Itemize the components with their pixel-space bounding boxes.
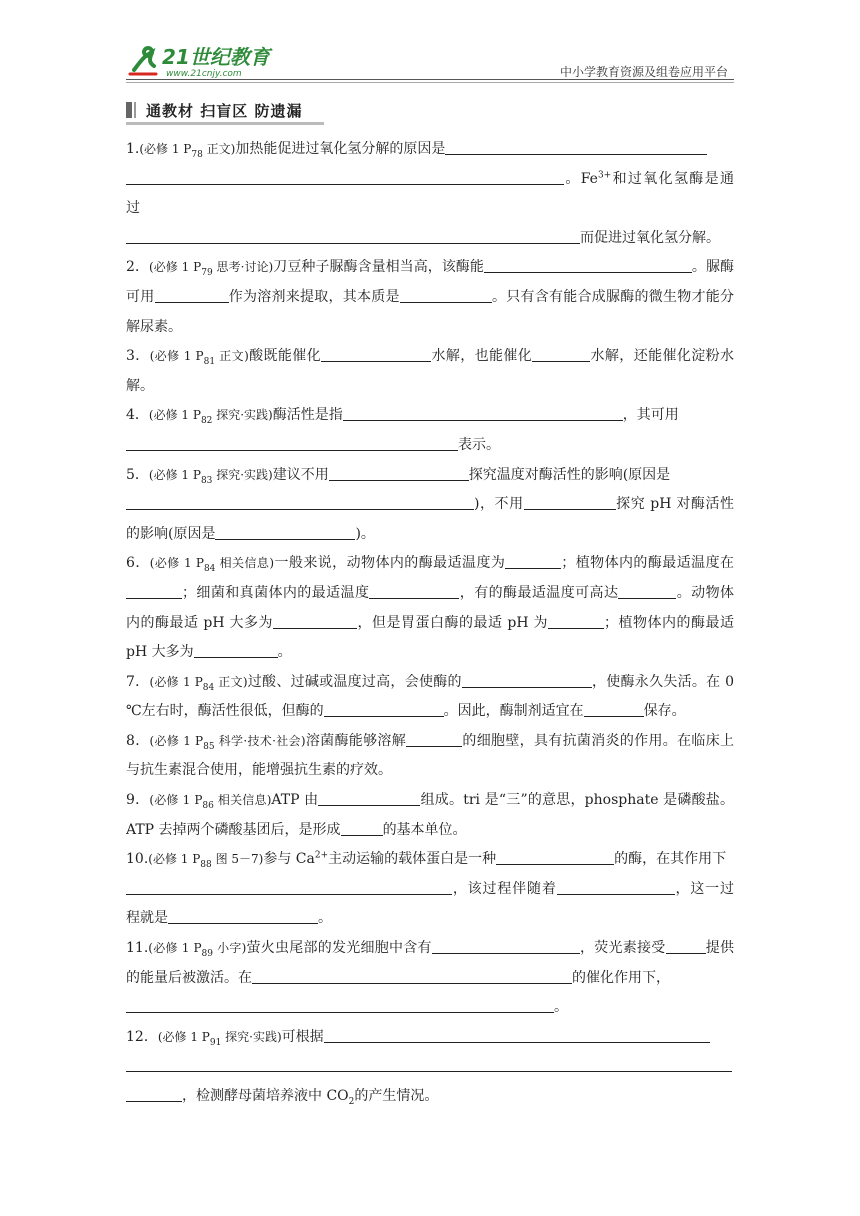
answer-blank[interactable] xyxy=(505,552,561,569)
answer-blank[interactable] xyxy=(324,1026,710,1043)
answer-blank[interactable] xyxy=(126,878,452,895)
answer-blank[interactable] xyxy=(126,493,474,510)
question-5: 5．(必修 1 $P_{83}$ 探究·实践)建议不用 探究温度对酶活性的影响(原因是 )，不用 探究 pH 对酶活性的影响(原因是 )。 xyxy=(126,461,734,550)
answer-blank[interactable] xyxy=(524,493,616,510)
answer-blank[interactable] xyxy=(400,286,492,303)
answer-blank[interactable] xyxy=(329,464,469,481)
question-11: 11.(必修 1 $P_{89}$ 小字)萤火虫尾部的发光细胞中含有 ，荧光素接受 提供的能量后被激活。在 的催化作用下， 。 xyxy=(126,934,734,1023)
answer-blank[interactable] xyxy=(484,256,692,273)
answer-blank[interactable] xyxy=(321,345,431,362)
question-7: 7．(必修 1 $P_{84}$ 正文)过酸、过碱或温度过高，会使酶的 ，使酶永久失活。在 0 ℃左右时，酶活性很低，但酶的 。因此，酶制剂适宜在 保存。 xyxy=(126,668,734,727)
section-marker-line xyxy=(134,102,136,118)
answer-blank[interactable] xyxy=(432,937,580,954)
answer-blank[interactable] xyxy=(126,996,554,1013)
answer-blank[interactable] xyxy=(557,878,675,895)
question-4: 4．(必修 1 $P_{82}$ 探究·实践)酶活性是指 ，其可用 表示。 xyxy=(126,401,734,460)
svg-text:21世纪教育: 21世纪教育 xyxy=(162,45,270,69)
section-heading xyxy=(126,100,326,122)
question-2: 2．(必修 1 $P_{79}$ 思考·讨论)刀豆种子脲酶含量相当高，该酶能 。脲酶可用 作为溶剂来提取，其本质是 。只有含有能合成脲酶的微生物才能分解尿素。 xyxy=(126,253,734,342)
answer-blank[interactable] xyxy=(496,848,614,865)
header-divider xyxy=(126,79,734,80)
answer-blank[interactable] xyxy=(126,168,564,185)
answer-blank[interactable] xyxy=(155,286,229,303)
answer-blank[interactable] xyxy=(126,434,458,451)
question-10: 10.(必修 1 $P_{88}$ 图 5－7)参与 $Ca^{2+}$主动运输的载体蛋白是一种 的酶，在其作用下 ，该过程伴随着 ，这一过程就是 。 xyxy=(126,845,734,934)
answer-blank[interactable] xyxy=(369,582,459,599)
answer-blank[interactable] xyxy=(126,227,580,244)
answer-blank[interactable] xyxy=(215,523,355,540)
answer-blank[interactable] xyxy=(126,1085,182,1102)
answer-blank[interactable] xyxy=(618,582,676,599)
question-9: 9．(必修 1 $P_{86}$ 相关信息)ATP 由 组成。tri 是“三”的意思，phosphate 是磷酸盐。ATP 去掉两个磷酸基团后，是形成 的基本单位。 xyxy=(126,786,734,845)
answer-blank[interactable] xyxy=(168,907,318,924)
answer-blank[interactable] xyxy=(126,1055,732,1072)
svg-text:www.21cnjy.com: www.21cnjy.com xyxy=(166,69,242,79)
answer-blank[interactable] xyxy=(406,730,462,747)
question-1: 1.(必修 1 $P_{78}$ 正文)加热能促进过氧化氢分解的原因是 。$Fe^{3+}$和过氧化氢酶是通过 而促进过氧化氢分解。 xyxy=(126,135,734,253)
page-header xyxy=(0,0,860,95)
question-8: 8．(必修 1 $P_{85}$ 科学·技术·社会)溶菌酶能够溶解 的细胞壁，具有抗菌消炎的作用。在临床上与抗生素混合使用，能增强抗生素的疗效。 xyxy=(126,727,734,786)
runner-icon xyxy=(134,48,154,70)
answer-blank[interactable] xyxy=(273,612,357,629)
answer-blank[interactable] xyxy=(584,700,644,717)
section-title: 通教材 扫盲区 防遗漏 xyxy=(146,102,303,120)
answer-blank[interactable] xyxy=(252,967,572,984)
answer-blank[interactable] xyxy=(194,641,278,658)
question-list xyxy=(126,135,734,1112)
answer-blank[interactable] xyxy=(462,671,592,688)
header-divider-thin xyxy=(126,82,734,83)
answer-blank[interactable] xyxy=(324,700,444,717)
answer-blank[interactable] xyxy=(666,937,706,954)
answer-blank[interactable] xyxy=(318,789,420,806)
answer-blank[interactable] xyxy=(126,582,182,599)
question-6: 6．(必修 1 $P_{84}$ 相关信息)一般来说，动物体内的酶最适温度为 ；植物体内的酶最适温度在；细菌和真菌体内的最适温度 ，有的酶最适温度可高达 。动物体内的酶最适 pH 大多为 ，但是胃蛋白酶的最适 pH 为 ；植物体内的酶最适 pH 大多为 。 xyxy=(126,549,734,667)
answer-blank[interactable] xyxy=(445,138,707,155)
answer-blank[interactable] xyxy=(532,345,590,362)
answer-blank[interactable] xyxy=(548,612,604,629)
section-underline xyxy=(126,122,324,125)
platform-name: 中小学教育资源及组卷应用平台 xyxy=(559,65,728,79)
section-marker-icon xyxy=(126,102,132,118)
question-3: 3．(必修 1 $P_{81}$ 正文)酸既能催化 水解，也能催化 水解，还能催化淀粉水解。 xyxy=(126,342,734,401)
answer-blank[interactable] xyxy=(341,819,383,836)
logo xyxy=(126,40,286,80)
answer-blank[interactable] xyxy=(343,404,623,421)
question-12: 12．(必修 1 $P_{91}$ 探究·实践)可根据 ，检测酵母菌培养液中 $CO_2$的产生情况。 xyxy=(126,1023,734,1112)
